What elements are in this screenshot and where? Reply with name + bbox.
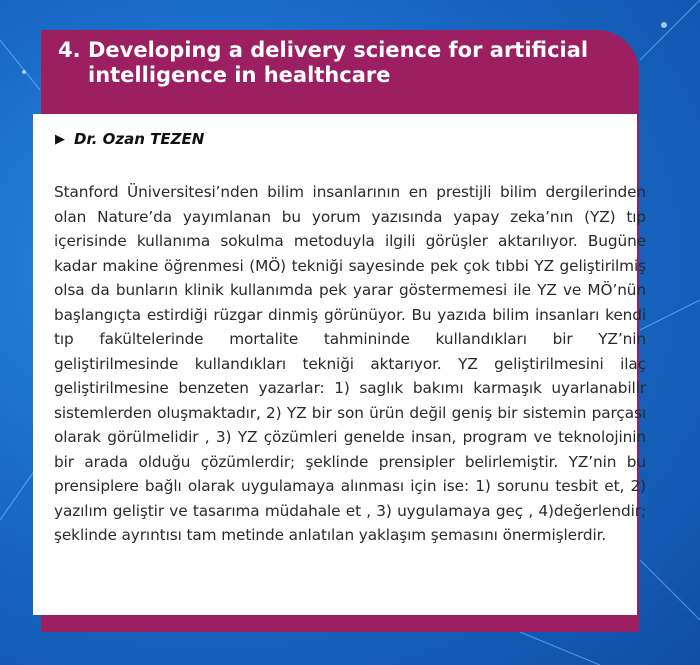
author-name: Dr. Ozan TEZEN bbox=[74, 130, 205, 148]
article-title bbox=[58, 38, 618, 88]
article-title-text: Developing a delivery science for artificial intelligence in healthcare bbox=[88, 38, 589, 87]
author-line bbox=[55, 130, 204, 148]
article-body: Stanford Üniversitesi’nden bilim insanlarının en prestijli bilim dergilerinden olan Nature’da yayımlanan bu yorum yazısında yapay zeka’nın (YZ) tıp içerisinde kullanıma sokulma metoduyla ilgili görüşler aktarılıyor. Bugüne kadar makine öğrenmesi (MÖ) tekniği sayesinde pek çok tıbbi YZ geliştirilmiş olsa da bunların klinik kullanımda pek yarar göstermemesi ile YZ ve MÖ’nün başlangıçta estirdiği rüzgar dinmiş görünüyor. Bu yazıda bilim insanları kendi tıp fakültelerinde mortalite tahmininde kullandıkları bir YZ’nin geliştirilmesinde kullandıkları tekniği aktarıyor. YZ geliştirilmesini ilaç geliştirilmesine benzeten yazarlar: 1) saglık bakımı karmaşık uyarlanabilir sistemlerden oluşmaktadır, 2) YZ bir son ürün değil geniş bir sistemin parçası olarak görülmelidir , 3) YZ çözümleri genelde insan, program ve teknolojinin bir arada olduğu çözümlerdir; şeklinde prensipler belirlemiştir. YZ’nin bu prensiplere bağlı olarak uygulamaya alınması için ise: 1) sorunu tesbit et, 2) yazılım geliştir ve tasarıma müdahale et , 3) uygulamaya geç , 4)değerlendir; şeklinde ayrıntısı tam metinde anlatılan yaklaşım şemasını önermişlerdir. bbox=[54, 183, 646, 544]
article-number: 4. bbox=[58, 38, 81, 62]
triangle-right-icon: ▶ bbox=[55, 131, 65, 147]
